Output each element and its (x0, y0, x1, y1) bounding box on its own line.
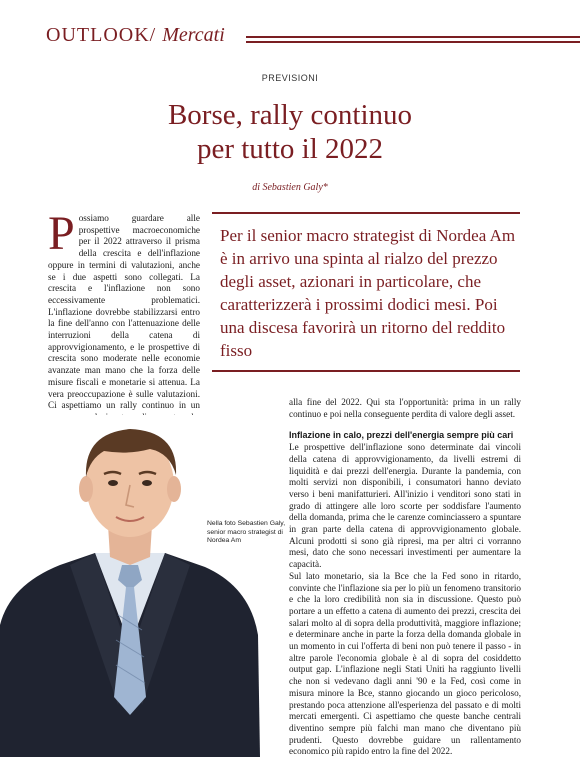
subsection-name: Mercati (162, 24, 225, 46)
body-column-1 (48, 207, 200, 435)
title-line-1: Borse, rally continuo (167, 99, 413, 131)
section-title (46, 24, 225, 47)
portrait-illustration (0, 415, 260, 757)
photo-caption: Nella foto Sebastien Galy, senior macro strategist di Nordea Am (207, 520, 286, 544)
col1-text: ossiamo guardare alle prospettive macroeconomiche per il 2022 attraverso il prisma della crescita e dell'inflazione oppure in termini di valutazioni, anche se i due aspetti sono collegati. La crescita e l'inflazione non sono eccessivamente problematici. L'inflazione dovrebbe stabilizzarsi entro la fine dell'anno con l'attenuazione delle interruzioni della catena di approvvigionamento, e le prospettive di crescita sono moderate nelle economie avanzate man mano che la forza delle misure fiscali e monetarie si attenua. La vera preoccupazione è sulle valutazioni. Ci aspettiamo un rally continuo in un (48, 213, 200, 411)
pull-quote-text: Per il senior macro strategist di Nordea Am è in arrivo una spinta al rialzo del prezzo degli asset, azionari in particolare, che caratterizzerà i prossimi dodici mesi. Poi una discesa favorirà un ritorno del reddito fisso (220, 226, 516, 360)
col2-paragraph-2: Le prospettive dell'inflazione sono determinate dai vincoli della catena di approvvigionamento, da livelli estremi di liquidità e dai prezzi dell'energia. Durante la pandemia, con molti servizi non disponibili, i consumatori hanno deviato verso i beni manifatturieri. All'inizio i venditori sono stati in grado di attingere alle loro scorte per soddisfare l'aumento della domanda, prima che le carenze cominciassero a spuntare in gran parte della catena di approvvigionamento globale. Alcuni prodotti si sono già ripresi, ma per altri ci vorranno mesi, dato che sono necessari investimenti per aumentare la capacità. (289, 442, 521, 570)
col2-paragraph-1: alla fine del 2022. Qui sta l'opportunità: prima in un rally continuo e poi nella conseguente perdita di valore degli asset. (289, 397, 521, 419)
section-subhead: Inflazione in calo, prezzi dell'energia sempre più cari (289, 430, 514, 441)
header-rule-bottom (246, 41, 580, 43)
pull-quote (212, 212, 520, 372)
section-separator: / (149, 24, 163, 46)
page-header (46, 22, 580, 50)
title-line-2: per tutto il 2022 (196, 133, 384, 165)
author-photo (0, 415, 260, 757)
article-title (60, 98, 520, 166)
body-column-2 (289, 397, 521, 757)
section-name: OUTLOOK (46, 24, 150, 46)
col2-paragraph-3: Sul lato monetario, sia la Bce che la Fed sono in ritardo, convinte che l'inflazione sia per lo più un fenomeno transitorio e che la loro credibilità non sia in discussione. Questo può portare a un effetto a catena di aumento dei prezzi, crescita dei salari molto al di sopra della produttività, maggiore inflazione; e determinare anche in parte la forza della domanda globale in un momento in cui l'offerta di beni non può tenere il passo - in altre parole l'economia globale è al di sopra del cosiddetto output gap. L'inflazione negli Stati Uniti ha raggiunto livelli che non si vedevano dagli anni '90 e la Fed, così come in misura minore la Bce, stanno giocando un gioco pericoloso, prestando poca attenzione all'esperienza del passato e di molti mercati emergenti. Ci aspettiamo che queste banche centrali diventino sempre più falchi man mano che diventano più prudenti. Questo dovrebbe guidare un rallentamento economico più rapido entro la fine del 2022. (289, 570, 521, 757)
byline: di Sebastien Galy* (252, 182, 328, 193)
drop-cap: P (48, 207, 75, 260)
article-kicker: PREVISIONI (261, 73, 319, 83)
header-rule-top (246, 36, 580, 38)
